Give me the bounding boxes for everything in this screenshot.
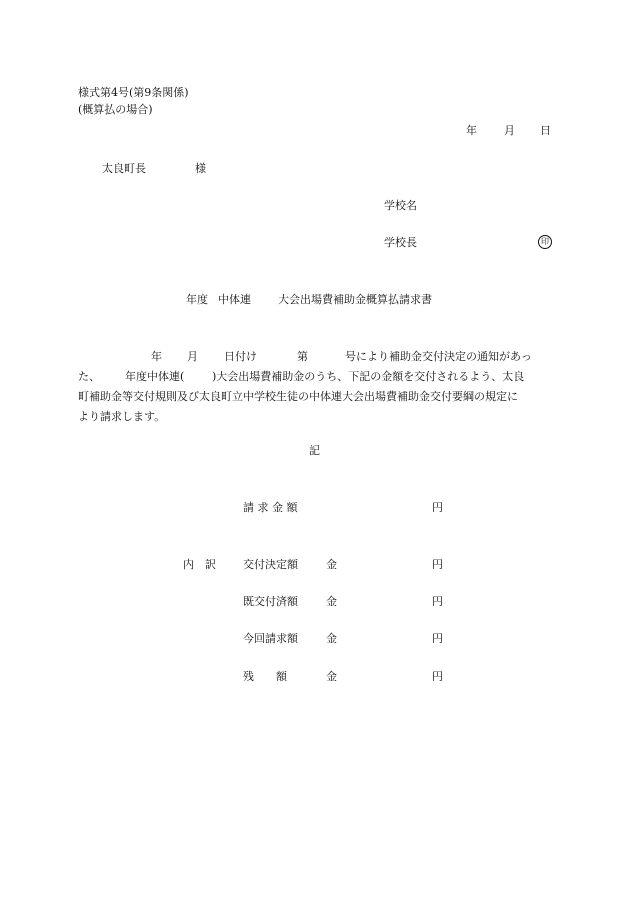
body-line1-dated: 日付け [224, 350, 257, 363]
case-note: (概算払の場合) [78, 103, 153, 116]
body-line1-year: 年 [151, 350, 162, 363]
body-line1-rest: 号により補助金交付決定の通知があっ [345, 350, 532, 363]
seal-mark: 印 [538, 235, 552, 249]
breakdown-item-unit: 円 [432, 670, 443, 683]
addressee-title: 太良町長 [102, 162, 146, 175]
addressee-honorific: 様 [195, 162, 206, 175]
body-line2-start: た、 [78, 370, 100, 383]
body-line2-rest: )大会出場費補助金のうち、下記の金額を交付されるよう、太良 [212, 370, 525, 383]
breakdown-item-label: 交付決定額 [243, 558, 298, 571]
breakdown-item-currency: 金 [326, 558, 337, 571]
body-line1-number-prefix: 第 [297, 350, 308, 363]
breakdown-item-currency: 金 [326, 670, 337, 683]
body-line1-month: 月 [187, 350, 198, 363]
title-main: 大会出場費補助金概算払請求書 [278, 293, 432, 306]
claim-label: 請 求 金 額 [243, 501, 298, 514]
breakdown-item-currency: 金 [326, 595, 337, 608]
breakdown-item-unit: 円 [432, 558, 443, 571]
claim-unit: 円 [432, 501, 443, 514]
breakdown-item-label: 残 額 [243, 670, 287, 683]
date-year: 年 [466, 124, 477, 137]
breakdown-item-label: 今回請求額 [243, 632, 298, 645]
breakdown-item-unit: 円 [432, 595, 443, 608]
body-line2-year-federation: 年度中体連( [125, 370, 185, 383]
body-line4: より請求します。 [78, 410, 166, 423]
title-federation: 中体連 [218, 293, 251, 306]
breakdown-label: 内 訳 [183, 558, 216, 571]
title-year: 年度 [186, 293, 208, 306]
note-mark: 記 [309, 444, 320, 457]
breakdown-item-currency: 金 [326, 632, 337, 645]
principal-label: 学校長 [384, 236, 417, 249]
date-month: 月 [504, 124, 515, 137]
body-line3: 町補助金等交付規則及び太良町立中学校生徒の中体連大会出場費補助金交付要綱の規定に [78, 390, 518, 403]
breakdown-item-label: 既交付済額 [243, 595, 298, 608]
breakdown-item-unit: 円 [432, 632, 443, 645]
form-number: 様式第4号(第9条関係) [78, 86, 189, 99]
school-name-label: 学校名 [384, 199, 417, 212]
date-day: 日 [540, 124, 551, 137]
